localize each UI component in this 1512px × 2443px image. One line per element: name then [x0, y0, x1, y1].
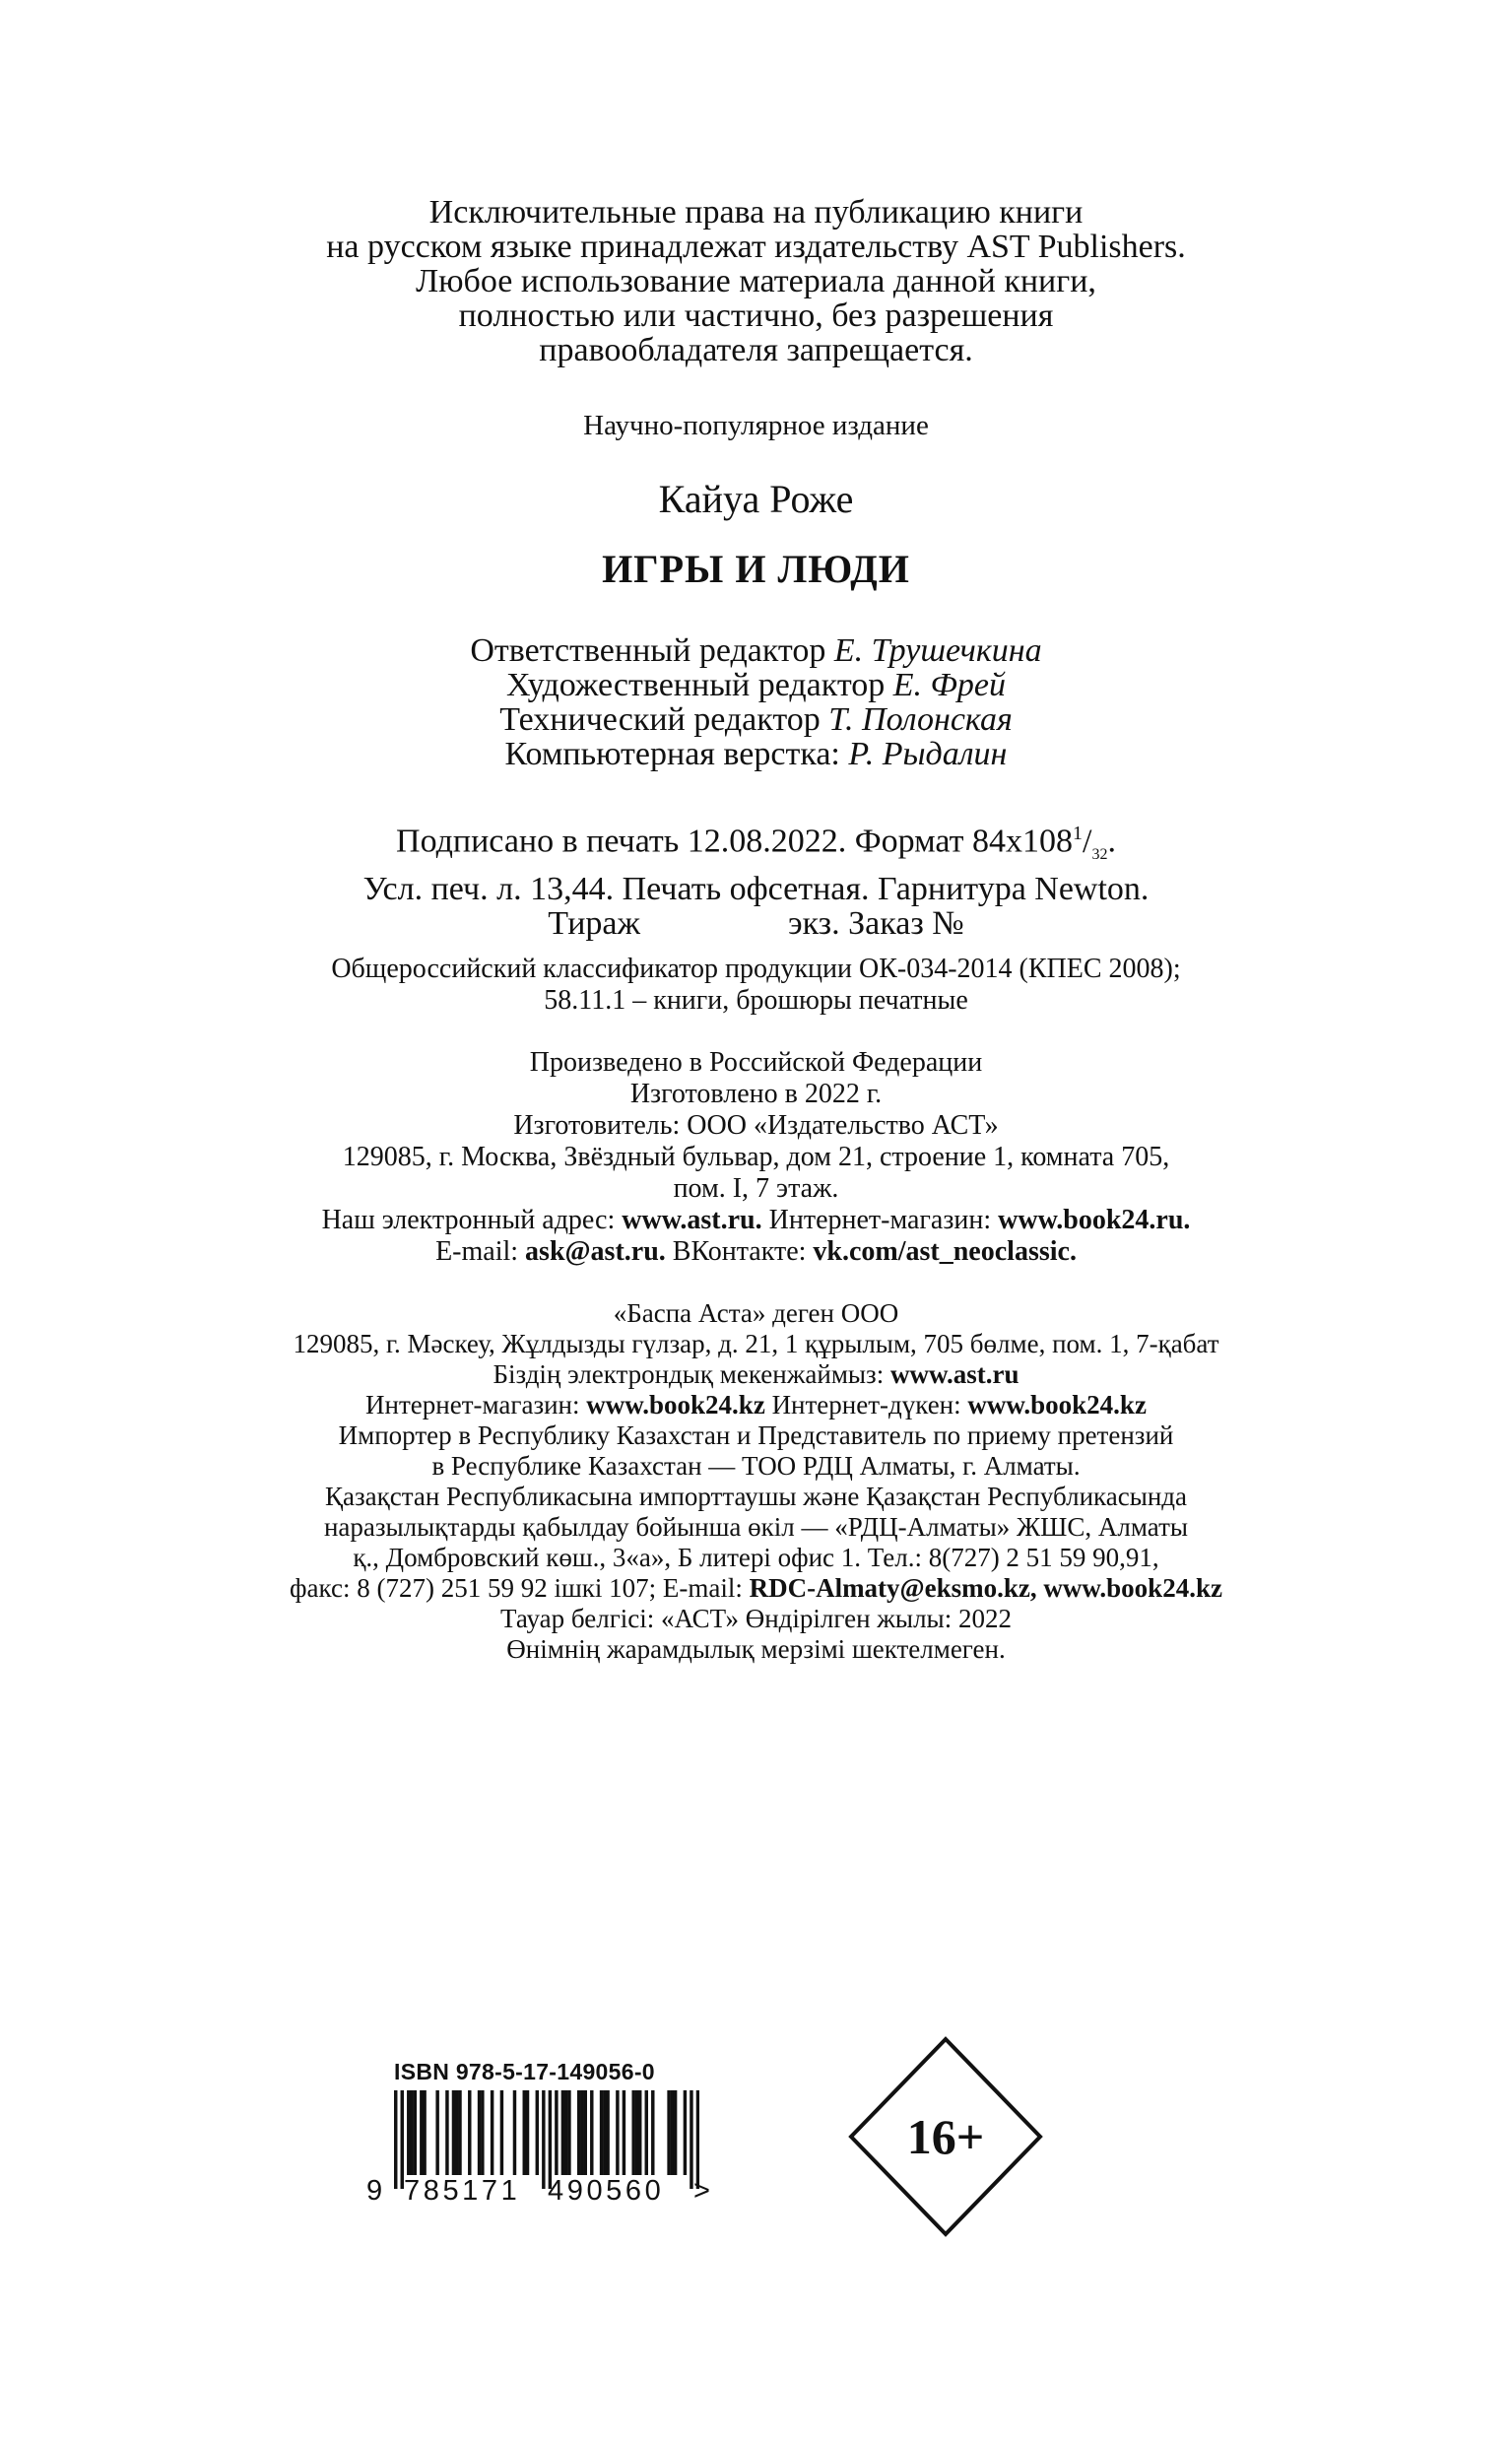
- age-rating-label: 16+: [906, 2109, 985, 2164]
- barcode-bar: [580, 2090, 583, 2175]
- barcode-bar: [523, 2090, 526, 2175]
- barcode-bar: [452, 2090, 455, 2175]
- barcode-bar: [674, 2090, 677, 2175]
- barcode-lead-digit: 9: [366, 2175, 383, 2207]
- credits-block: [0, 633, 1512, 771]
- barcode-bar: [564, 2090, 567, 2175]
- barcode-bar: [468, 2090, 471, 2175]
- barcode-tail: >: [693, 2175, 710, 2207]
- barcode-bar: [645, 2090, 648, 2175]
- kazakhstan-block: «Баспа Аста» деген ООО 129085, г. Мәскеу, Жұлдызды гүлзар, д. 21, 1 құрылым, 705 бөлме, пом. 1, 7-қабат Біздің электрондық мекенжаймыз: www.ast.ru Интернет-магазин: www.book24.kz Интернет-дүкен: www.book24.kz Импортер в Республику Казахстан и Представитель по приему претензий в Республике Казахстан — ТОО РДЦ Алматы, г. Алматы. Қазақстан Республикасына импорттаушы және Қазақстан Республикасында наразылықтарды қабылдау бойынша өкіл — «РДЦ-Алматы» ЖШС, Алматы қ., Домбровский көш., 3«а», Б литері офис 1. Тел.: 8(727) 2 51 59 90,91, факс: 8 (727) 251 59 92 ішкі 107; E-mail: RDC-Almaty@eksmo.kz, www.book24.kz Тауар белгісі: «АСТ» Өндірілген жылы: 2022 Өнімнің жарамдылық мерзімі шектелмеген.: [0, 1298, 1512, 1665]
- barcode-guard-bar: [401, 2090, 404, 2189]
- barcode-bar: [458, 2090, 461, 2175]
- barcode-bar: [500, 2090, 503, 2175]
- barcode-bar: [590, 2090, 593, 2175]
- barcode-bar: [631, 2090, 634, 2175]
- barcode-bar: [584, 2090, 587, 2175]
- isbn-text: ISBN 978-5-17-149056-0: [394, 2059, 655, 2084]
- credit-line: Ответственный редактор Е. Трушечкина: [470, 632, 1042, 669]
- producer-block: Произведено в Российской Федерации Изготовлено в 2022 г. Изготовитель: ООО «Издательство АСТ» 129085, г. Москва, Звёздный бульвар, дом 21, строение 1, комната 705, пом. I, 7 этаж. Наш электронный адрес: www.ast.ru. Интернет-магазин: www.book24.ru. E-mail: ask@ast.ru. ВКонтакте: vk.com/ast_neoclassic.: [0, 1047, 1512, 1268]
- producer-email-line: E-mail: ask@ast.ru. ВКонтакте: vk.com/ast_neoclassic.: [435, 1236, 1077, 1267]
- barcode-left-digits: 785171: [404, 2175, 521, 2207]
- barcode-bar: [603, 2090, 606, 2175]
- kz-web-line: Біздің электрондық мекенжаймыз: www.ast.ru: [493, 1359, 1019, 1389]
- barcode-bar: [671, 2090, 674, 2175]
- barcode-bar: [684, 2090, 687, 2175]
- barcode-bar: [536, 2090, 539, 2175]
- barcode-bar: [445, 2090, 448, 2175]
- barcode-bar: [423, 2090, 426, 2175]
- rights-line: правообладателя запрещается.: [539, 332, 973, 368]
- barcode-bar: [561, 2090, 564, 2175]
- barcode-bar: [651, 2090, 654, 2175]
- barcode-bar: [407, 2090, 410, 2175]
- producer-web-line: Наш электронный адрес: www.ast.ru. Интернет-магазин: www.book24.ru.: [321, 1205, 1191, 1235]
- barcode-bar: [455, 2090, 458, 2175]
- barcode-guard-bar: [542, 2090, 545, 2189]
- barcode-bar: [623, 2090, 625, 2175]
- classifier-block: Общероссийский классификатор продукции ОК-034-2014 (КПЕС 2008); 58.11.1 – книги, брошюры печатные: [331, 954, 1181, 1016]
- rights-line: Любое использование материала данной книги,: [416, 263, 1096, 299]
- barcode-bar: [667, 2090, 670, 2175]
- barcode-bar: [635, 2090, 638, 2175]
- barcode-guard-bar: [696, 2090, 699, 2189]
- barcode-bar: [638, 2090, 641, 2175]
- barcode-bar: [526, 2090, 529, 2175]
- isbn-barcode: [364, 2059, 714, 2212]
- barcode-bar: [567, 2090, 570, 2175]
- barcode-bar: [481, 2090, 484, 2175]
- rights-line: полностью или частично, без разрешения: [458, 297, 1054, 334]
- barcode-guard-bar: [690, 2090, 692, 2189]
- barcode-bar: [606, 2090, 609, 2175]
- run-line: Тираж экз. Заказ №: [548, 905, 964, 943]
- kz-shop-line: Интернет-магазин: www.book24.kz Интернет-дүкен: www.book24.kz: [365, 1390, 1147, 1420]
- credit-line: Технический редактор Т. Полонская: [499, 701, 1013, 738]
- edition-type: Научно-популярное издание: [583, 410, 929, 441]
- book-title: ИГРЫ И ЛЮДИ: [602, 547, 910, 591]
- barcode-bar: [435, 2090, 438, 2175]
- rights-line: на русском языке принадлежат издательству AST Publishers.: [326, 229, 1186, 265]
- print-line: Усл. печ. л. 13,44. Печать офсетная. Гарнитура Newton.: [362, 871, 1150, 908]
- barcode-right-digits: 490560: [548, 2175, 665, 2207]
- barcode-guard-bar: [394, 2090, 397, 2189]
- barcode-bar: [410, 2090, 413, 2175]
- barcode-bar: [513, 2090, 516, 2175]
- barcode-bar: [478, 2090, 481, 2175]
- barcode-bar: [600, 2090, 603, 2175]
- barcode-bar: [491, 2090, 493, 2175]
- rights-line: Исключительные права на публикацию книги: [428, 194, 1084, 231]
- kz-fax-line: факс: 8 (727) 251 59 92 ішкі 107; E-mail: RDC-Almaty@eksmo.kz, www.book24.kz: [290, 1573, 1222, 1603]
- signed-line: Подписано в печать 12.08.2022. Формат $84х108^1/_{32}$.: [396, 823, 1116, 864]
- rights-notice: [0, 195, 1512, 367]
- barcode-bar: [577, 2090, 580, 2175]
- barcode-bar: [414, 2090, 417, 2175]
- credit-line: Компьютерная верстка: Р. Рыдалин: [504, 736, 1008, 772]
- author-name: Кайуа Роже: [658, 477, 854, 521]
- barcode-bar: [616, 2090, 619, 2175]
- credit-line: Художественный редактор Е. Фрей: [506, 667, 1006, 703]
- barcode-bar: [555, 2090, 558, 2175]
- barcode-guard-bar: [549, 2090, 552, 2189]
- barcode-bars: [394, 2090, 699, 2189]
- barcode-bar: [420, 2090, 423, 2175]
- print-info: [0, 817, 1512, 941]
- age-rating-badge: [848, 2036, 1043, 2237]
